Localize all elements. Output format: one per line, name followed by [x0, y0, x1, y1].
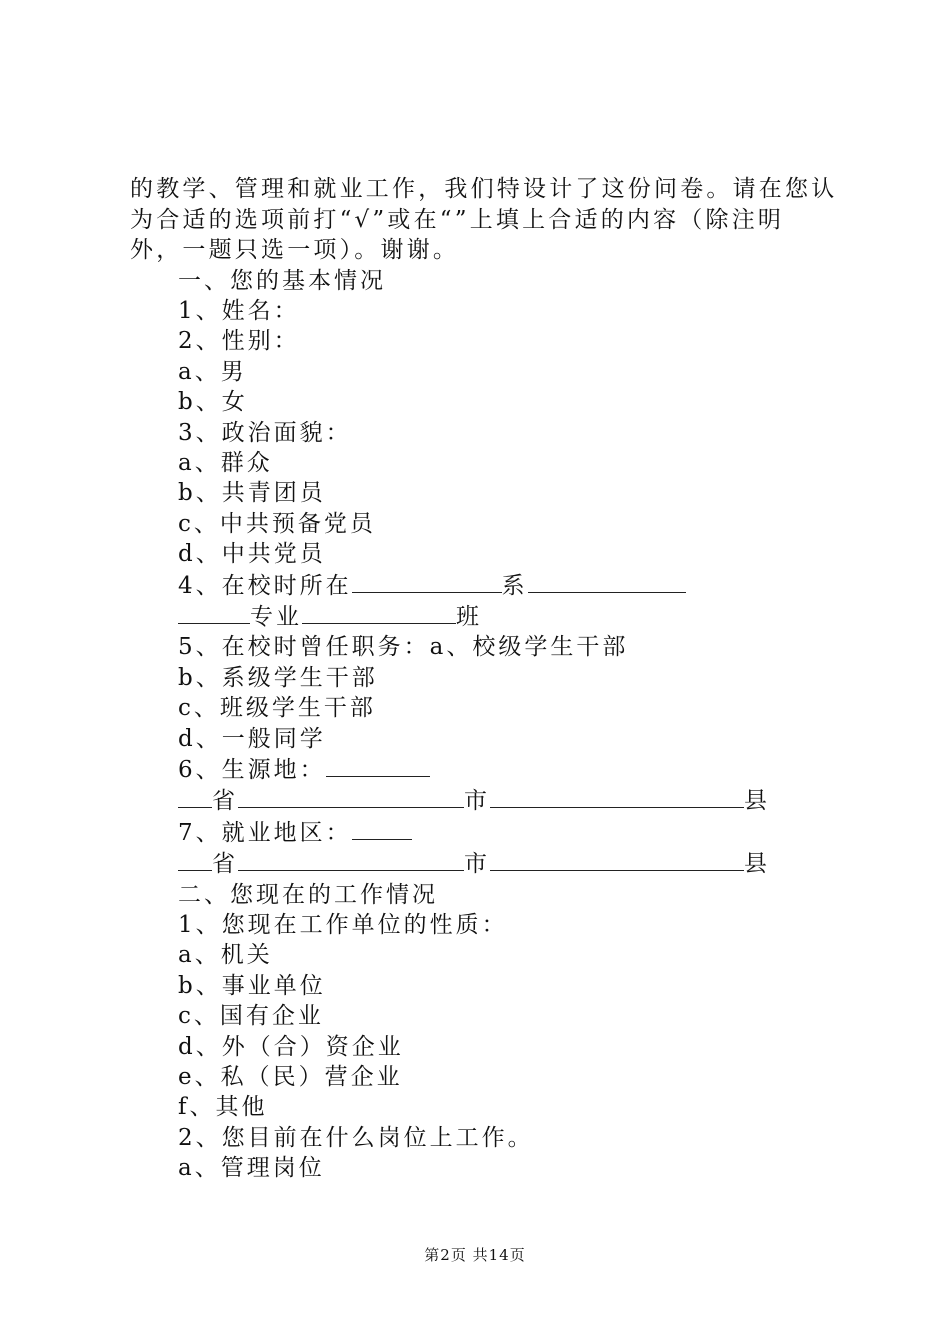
intro-paragraph	[130, 174, 838, 266]
region-city-blank	[238, 848, 464, 871]
origin-province-blank	[178, 785, 212, 808]
origin-city-blank	[238, 785, 464, 808]
region-county-label: 县	[744, 851, 770, 878]
origin-blank	[326, 754, 430, 777]
region-county-blank	[490, 848, 744, 871]
option-female: b、女	[178, 389, 248, 416]
option-management-position: a、管理岗位	[178, 1155, 325, 1182]
option-private: e、私（民）营企业	[178, 1064, 403, 1091]
origin-address-line	[130, 785, 830, 816]
question-origin	[130, 754, 830, 785]
option-dept-cadre: b、系级学生干部	[178, 664, 378, 691]
department-blank	[352, 570, 502, 593]
class-label: 班	[456, 603, 482, 630]
option-male: a、男	[178, 358, 247, 385]
option-party-member: d、中共党员	[178, 541, 326, 568]
question-name: 1、姓名：	[178, 297, 300, 324]
question-employer-type: 1、您现在工作单位的性质：	[178, 912, 508, 939]
origin-city-label: 市	[464, 788, 490, 815]
region-address-line	[130, 848, 830, 879]
question-employment-region	[130, 817, 830, 848]
section-heading-work-info: 二、您现在的工作情况	[178, 881, 438, 908]
option-public-institution: b、事业单位	[178, 972, 326, 999]
question-political-status: 3、政治面貌：	[178, 419, 352, 446]
origin-county-label: 县	[744, 788, 770, 815]
major-label: 专业	[250, 603, 302, 630]
option-government-agency: a、机关	[178, 942, 273, 969]
question-gender: 2、性别：	[178, 328, 300, 355]
question-major-class	[130, 601, 830, 632]
department-trailing-blank	[528, 570, 686, 593]
question-position-held: 5、在校时曾任职务：a、校级学生干部	[178, 634, 629, 661]
intro-line: 外，一题只选一项）。谢谢。	[130, 237, 460, 263]
department-suffix: 系	[501, 572, 528, 599]
intro-line: 的教学、管理和就业工作，我们特设计了这份问卷。请在您认	[130, 176, 838, 202]
major-blank	[302, 601, 456, 624]
region-label: 7、就业地区：	[178, 819, 352, 846]
origin-label: 6、生源地：	[178, 757, 326, 783]
option-other: f、其他	[178, 1094, 268, 1121]
origin-province-label: 省	[212, 788, 238, 815]
option-class-cadre: c、班级学生干部	[178, 695, 376, 722]
section-heading-basic-info: 一、您的基本情况	[178, 267, 386, 294]
question-job-position: 2、您目前在什么岗位上工作。	[178, 1124, 534, 1151]
region-blank	[352, 817, 412, 840]
option-state-owned: c、国有企业	[178, 1003, 324, 1030]
region-city-label: 市	[464, 851, 490, 878]
question-department	[130, 570, 830, 601]
intro-line: 为合适的选项前打“√”或在“”上填上合适的内容（除注明	[130, 206, 785, 233]
major-leading-blank	[178, 601, 250, 624]
option-probationary-party-member: c、中共预备党员	[178, 510, 376, 537]
option-ordinary-student: d、一般同学	[178, 725, 326, 752]
origin-county-blank	[490, 785, 744, 808]
option-masses: a、群众	[178, 449, 273, 476]
document-body	[130, 174, 838, 1184]
option-league-member: b、共青团员	[178, 480, 326, 507]
region-province-blank	[178, 848, 212, 871]
page-number-footer: 第2页 共14页	[424, 1246, 526, 1264]
option-foreign-joint: d、外（合）资企业	[178, 1033, 404, 1060]
region-province-label: 省	[212, 851, 238, 878]
department-label: 4、在校时所在	[178, 572, 352, 599]
